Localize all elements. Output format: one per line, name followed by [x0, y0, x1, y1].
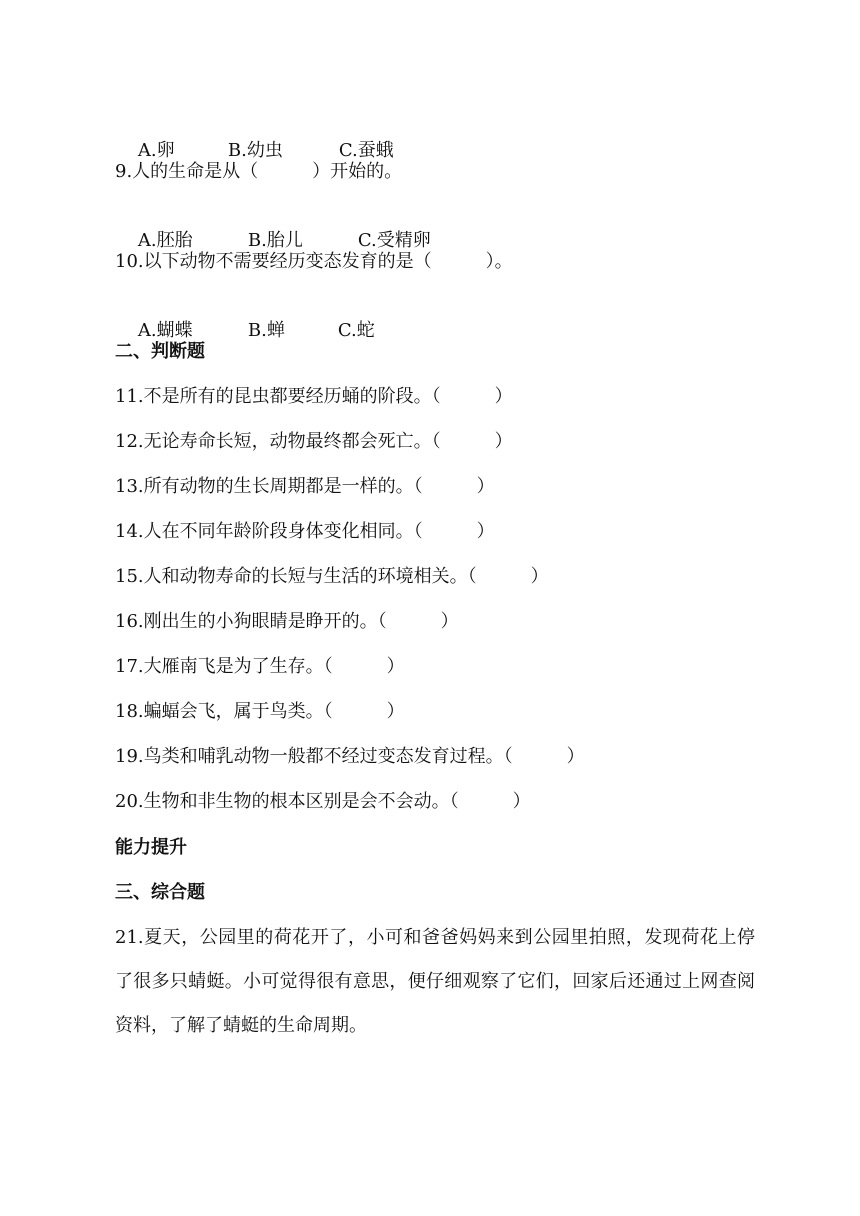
q10-option-a: A.蝴蝶	[137, 320, 193, 341]
judgment-17: 17.大雁南飞是为了生存。（ ）	[115, 656, 405, 677]
q10-text: 10.以下动物不需要经历变态发育的是（ ）。	[115, 251, 513, 272]
ability-title: 能力提升	[115, 837, 187, 858]
judgment-18: 18.蝙蝠会飞，属于鸟类。（ ）	[115, 701, 405, 722]
judgment-15: 15.人和动物寿命的长短与生活的环境相关。（ ）	[115, 566, 549, 587]
judgment-12: 12.无论寿命长短，动物最终都会死亡。（ ）	[115, 431, 513, 452]
q9-option-b: B.胎儿	[247, 230, 303, 251]
q9-option-c: C.受精卵	[357, 230, 431, 251]
q8-option-b: B.幼虫	[227, 140, 283, 161]
q9-text: 9.人的生命是从（ ）开始的。	[115, 161, 403, 182]
judgment-16: 16.刚出生的小狗眼睛是睁开的。（ ）	[115, 611, 459, 632]
q10-option-c: C.蛇	[337, 320, 375, 341]
section-2-title: 二、判断题	[115, 341, 205, 362]
judgment-13: 13.所有动物的生长周期都是一样的。（ ）	[115, 476, 495, 497]
q8-option-c: C.蚕蛾	[338, 140, 394, 161]
q8-option-a: A.卵	[137, 140, 175, 161]
judgment-19: 19.鸟类和哺乳动物一般都不经过变态发育过程。（ ）	[115, 746, 585, 767]
q10-option-b: B.蝉	[247, 320, 285, 341]
q21-text: 21.夏天，公园里的荷花开了，小可和爸爸妈妈来到公园里拍照，发现荷花上停了很多只蜻蜓。小可觉得很有意思，便仔细观察了它们，回家后还通过上网查阅资料，了解了蜻蜓的生命周期。	[115, 927, 755, 1036]
judgment-14: 14.人在不同年龄阶段身体变化相同。（ ）	[115, 521, 495, 542]
judgment-20: 20.生物和非生物的根本区别是会不会动。（ ）	[115, 791, 531, 812]
section-3-title: 三、综合题	[115, 882, 205, 903]
q9-option-a: A.胚胎	[137, 230, 193, 251]
judgment-11: 11.不是所有的昆虫都要经历蛹的阶段。（ ）	[115, 386, 513, 407]
